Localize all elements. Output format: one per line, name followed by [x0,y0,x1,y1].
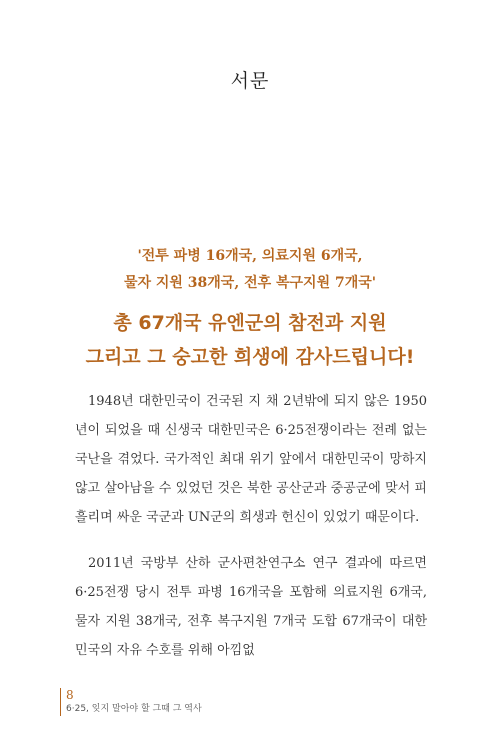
body-paragraph-2: 2011년 국방부 산하 군사편찬연구소 연구 결과에 따르면 6·25전쟁 당시 전투 파병 16개국을 포함해 의료지원 6개국, 물자 지원 38개국, 전후 복구지원 7개국 도합 67개국이 대한민국의 자유 수호를 위해 아낌없 [75,556,427,658]
headline [0,306,500,374]
quote-line-1: '전투 파병 16개국, 의료지원 6개국, [137,248,363,264]
page-title: 서문 [230,70,270,92]
headline-line-2: 그리고 그 숭고한 희생에 감사드립니다! [85,346,415,368]
running-title: 6·25, 잊지 말아야 할 그때 그 역사 [66,704,202,714]
quote-line-2: 물자 지원 38개국, 전후 복구지원 7개국' [123,275,377,291]
page-footer [60,688,202,716]
highlight-quote [0,243,500,297]
page-number: 8 [66,688,74,702]
headline-line-1: 총 67개국 유엔군의 참전과 지원 [113,312,387,334]
body-paragraph-1: 1948년 대한민국이 건국된 지 채 2년밖에 되지 않은 1950년이 되었을 때 신생국 대한민국은 6·25전쟁이라는 전례 없는 국난을 겪었다. 국가적인 최대 위기 앞에서 대한민국이 망하지 않고 살아남을 수 있었던 것은 북한 공산군과 중공군에 맞서 피 흘리며 싸운 국군과 UN군의 희생과 헌신이 있었기 때문이다. [75,394,427,525]
